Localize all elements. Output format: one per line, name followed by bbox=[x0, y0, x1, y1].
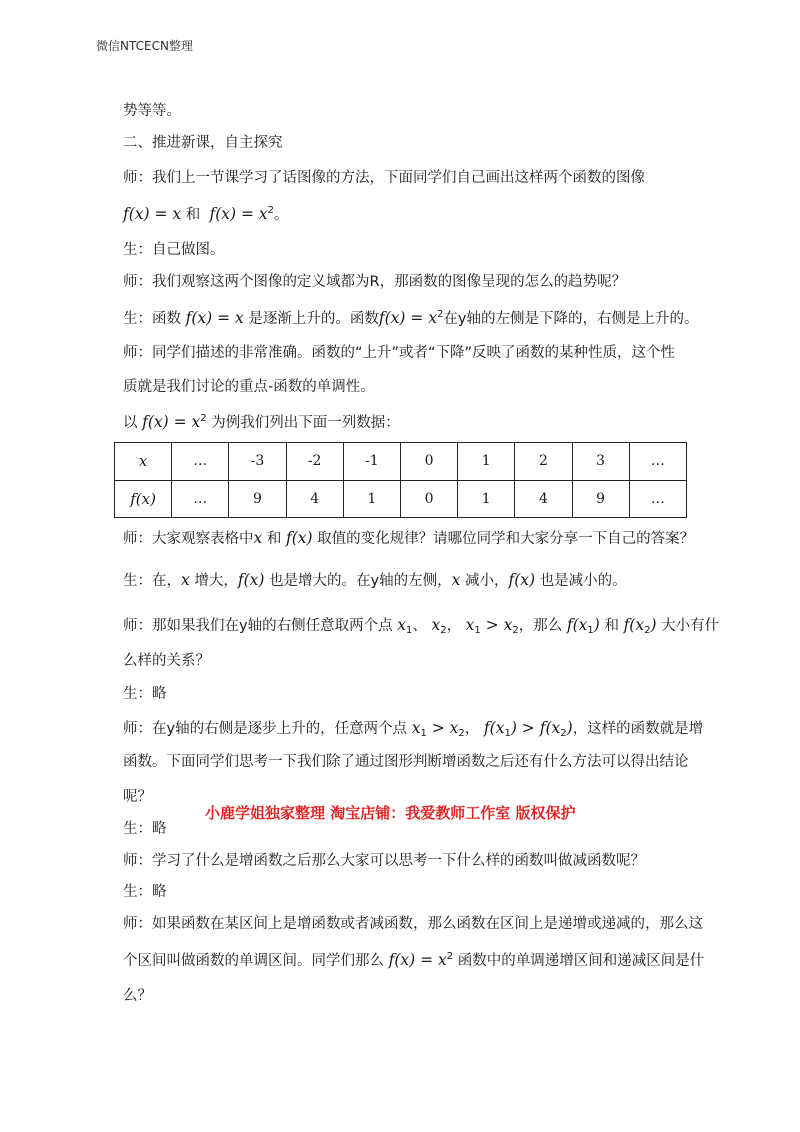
math: x bbox=[253, 529, 263, 547]
math: x bbox=[451, 571, 461, 589]
formula-line bbox=[123, 204, 289, 225]
text-seg: 增大， bbox=[194, 573, 238, 589]
text-line: 师：如果函数在某区间上是增函数或者减函数，那么函数在区间上是递增或递减的，那么这 bbox=[123, 916, 703, 932]
text-seg: 函数中的单调递增区间和递减区间是什 bbox=[457, 953, 705, 969]
table-cell: … bbox=[172, 443, 229, 481]
subscript: 2 bbox=[458, 728, 465, 739]
text-seg: 以 bbox=[123, 415, 138, 431]
table-cell: 1 bbox=[343, 480, 400, 518]
exponent: 2 bbox=[267, 205, 275, 216]
table-cell: 2 bbox=[515, 443, 572, 481]
subscript: 1 bbox=[587, 625, 594, 636]
math: f(x bbox=[623, 616, 645, 634]
text-line: 师：同学们描述的非常准确。函数的“上升”或者“下降”反映了函数的某种性质，这个性 bbox=[123, 345, 676, 361]
text-line: 生：略 bbox=[123, 884, 167, 900]
table-cell: 4 bbox=[515, 480, 572, 518]
text-line: 函数。下面同学们思考一下我们除了通过图形判断增函数之后还有什么方法可以得出结论 bbox=[123, 754, 689, 770]
text-line bbox=[123, 570, 627, 591]
text-seg: ，这样的函数就是增 bbox=[572, 721, 704, 737]
text-seg: 取值的变化规律？请哪位同学和大家分享一下自己的答案？ bbox=[317, 531, 695, 547]
table-cell: 9 bbox=[572, 480, 629, 518]
text-line bbox=[123, 718, 703, 739]
math: > bbox=[426, 719, 450, 737]
text-seg: ， bbox=[464, 721, 480, 737]
math: f(x bbox=[539, 719, 561, 737]
math: ) bbox=[566, 719, 573, 737]
table-cell: f(x) bbox=[115, 480, 172, 518]
math: f(x) bbox=[508, 571, 536, 589]
exponent: 2 bbox=[200, 413, 207, 424]
math: x bbox=[449, 719, 459, 737]
text-seg: 减小， bbox=[465, 573, 509, 589]
table-row bbox=[115, 480, 687, 518]
text-seg: 和 bbox=[604, 618, 619, 634]
text-seg: 师：大家观察表格中 bbox=[123, 531, 254, 547]
text-line: 生：略 bbox=[123, 686, 167, 702]
text-seg: 大小有什 bbox=[661, 618, 720, 634]
text-seg: 也是减小的。 bbox=[539, 573, 627, 589]
text-seg: 个区间叫做函数的单调区间。同学们那么 bbox=[123, 953, 384, 969]
data-table bbox=[114, 442, 687, 518]
subscript: 1 bbox=[474, 625, 481, 636]
table-cell: -1 bbox=[343, 443, 400, 481]
table-cell: … bbox=[629, 443, 686, 481]
math: f(x) = x bbox=[123, 205, 182, 223]
math: x bbox=[431, 616, 441, 634]
table-cell: -3 bbox=[229, 443, 286, 481]
page-header: 微信NTCECN整理 bbox=[96, 39, 193, 53]
section-heading: 二、推进新课，自主探究 bbox=[123, 135, 283, 151]
table-cell: 4 bbox=[286, 480, 343, 518]
text-line: 生：自己做图。 bbox=[123, 242, 225, 258]
text-line bbox=[123, 615, 719, 636]
text-seg: 师：在y轴的右侧是逐步上升的，任意两个点 bbox=[123, 721, 408, 737]
text-line bbox=[123, 950, 704, 971]
math: ) bbox=[650, 616, 657, 634]
math: f(x) = x bbox=[185, 309, 244, 327]
math: x bbox=[181, 571, 190, 589]
text-seg: 和 bbox=[266, 531, 282, 547]
table-cell: … bbox=[172, 480, 229, 518]
text-seg: 、 bbox=[412, 618, 427, 634]
math: x bbox=[411, 719, 421, 737]
math: x bbox=[397, 616, 406, 634]
text-line: 么样的关系？ bbox=[123, 653, 210, 669]
text-line bbox=[123, 528, 694, 549]
text-seg: 和 bbox=[185, 207, 201, 223]
text-line bbox=[123, 308, 699, 329]
exponent: 2 bbox=[437, 309, 444, 320]
math: > bbox=[516, 719, 540, 737]
table-cell: 1 bbox=[458, 480, 515, 518]
math: x bbox=[465, 616, 475, 634]
text-seg: 。 bbox=[274, 207, 289, 223]
watermark-text: 小鹿学姐独家整理 淘宝店铺：我爱教师工作室 版权保护 bbox=[205, 804, 576, 822]
text-seg: 为例我们列出下面一列数据： bbox=[211, 415, 400, 431]
text-seg: 在y轴的左侧是下降的，右侧是上升的。 bbox=[443, 311, 699, 327]
text-line: 生：略 bbox=[123, 821, 167, 837]
math: f(x) bbox=[237, 571, 265, 589]
math: f(x) = x bbox=[142, 413, 201, 431]
math: ) bbox=[510, 719, 517, 737]
exponent: 2 bbox=[446, 951, 454, 962]
text-line: 质就是我们讨论的重点-函数的单调性。 bbox=[123, 379, 375, 395]
text-seg: 师：那如果我们在y轴的右侧任意取两个点 bbox=[123, 618, 393, 634]
text-line bbox=[123, 412, 400, 433]
text-seg: 也是增大的。在y轴的左侧， bbox=[269, 573, 452, 589]
text-seg: 是逐渐上升的。函数 bbox=[248, 311, 379, 327]
text-line: 么？ bbox=[123, 988, 152, 1004]
text-line: 势等等。 bbox=[123, 103, 181, 119]
math: f(x) = x bbox=[378, 309, 438, 327]
math: f(x) bbox=[285, 529, 313, 547]
table-cell: … bbox=[629, 480, 686, 518]
math: f(x) = x bbox=[388, 951, 447, 969]
text-line: 呢？ bbox=[123, 789, 152, 805]
subscript: 1 bbox=[420, 728, 427, 739]
text-line: 师：我们观察这两个图像的定义域都为R，那函数的图像呈现的怎么的趋势呢？ bbox=[123, 274, 627, 290]
math: ) bbox=[593, 616, 600, 634]
table-cell: 9 bbox=[229, 480, 286, 518]
text-seg: 生：函数 bbox=[123, 311, 181, 327]
math: x bbox=[503, 616, 513, 634]
subscript: 2 bbox=[440, 625, 447, 636]
text-line: 师：学习了什么是增函数之后那么大家可以思考一下什么样的函数叫做减函数呢？ bbox=[123, 853, 645, 869]
math: f(x bbox=[483, 719, 505, 737]
subscript: 2 bbox=[512, 625, 519, 636]
table-cell: 3 bbox=[572, 443, 629, 481]
table-cell: -2 bbox=[286, 443, 343, 481]
subscript: 1 bbox=[405, 625, 413, 636]
table-cell: 1 bbox=[458, 443, 515, 481]
text-seg: ， bbox=[446, 618, 462, 634]
math: f(x) = x bbox=[209, 205, 268, 223]
table-cell: 0 bbox=[400, 480, 457, 518]
table-row bbox=[115, 443, 687, 481]
text-seg: 生：在， bbox=[123, 573, 181, 589]
text-line: 师：我们上一节课学习了话图像的方法，下面同学们自己画出这样两个函数的图像 bbox=[123, 170, 645, 186]
table-cell: x bbox=[115, 443, 172, 481]
subscript: 1 bbox=[504, 728, 511, 739]
subscript: 2 bbox=[560, 728, 567, 739]
math: f(x bbox=[566, 616, 588, 634]
text-seg: ，那么 bbox=[518, 618, 563, 634]
subscript: 2 bbox=[644, 625, 651, 636]
table-cell: 0 bbox=[400, 443, 457, 481]
math: > bbox=[480, 616, 504, 634]
